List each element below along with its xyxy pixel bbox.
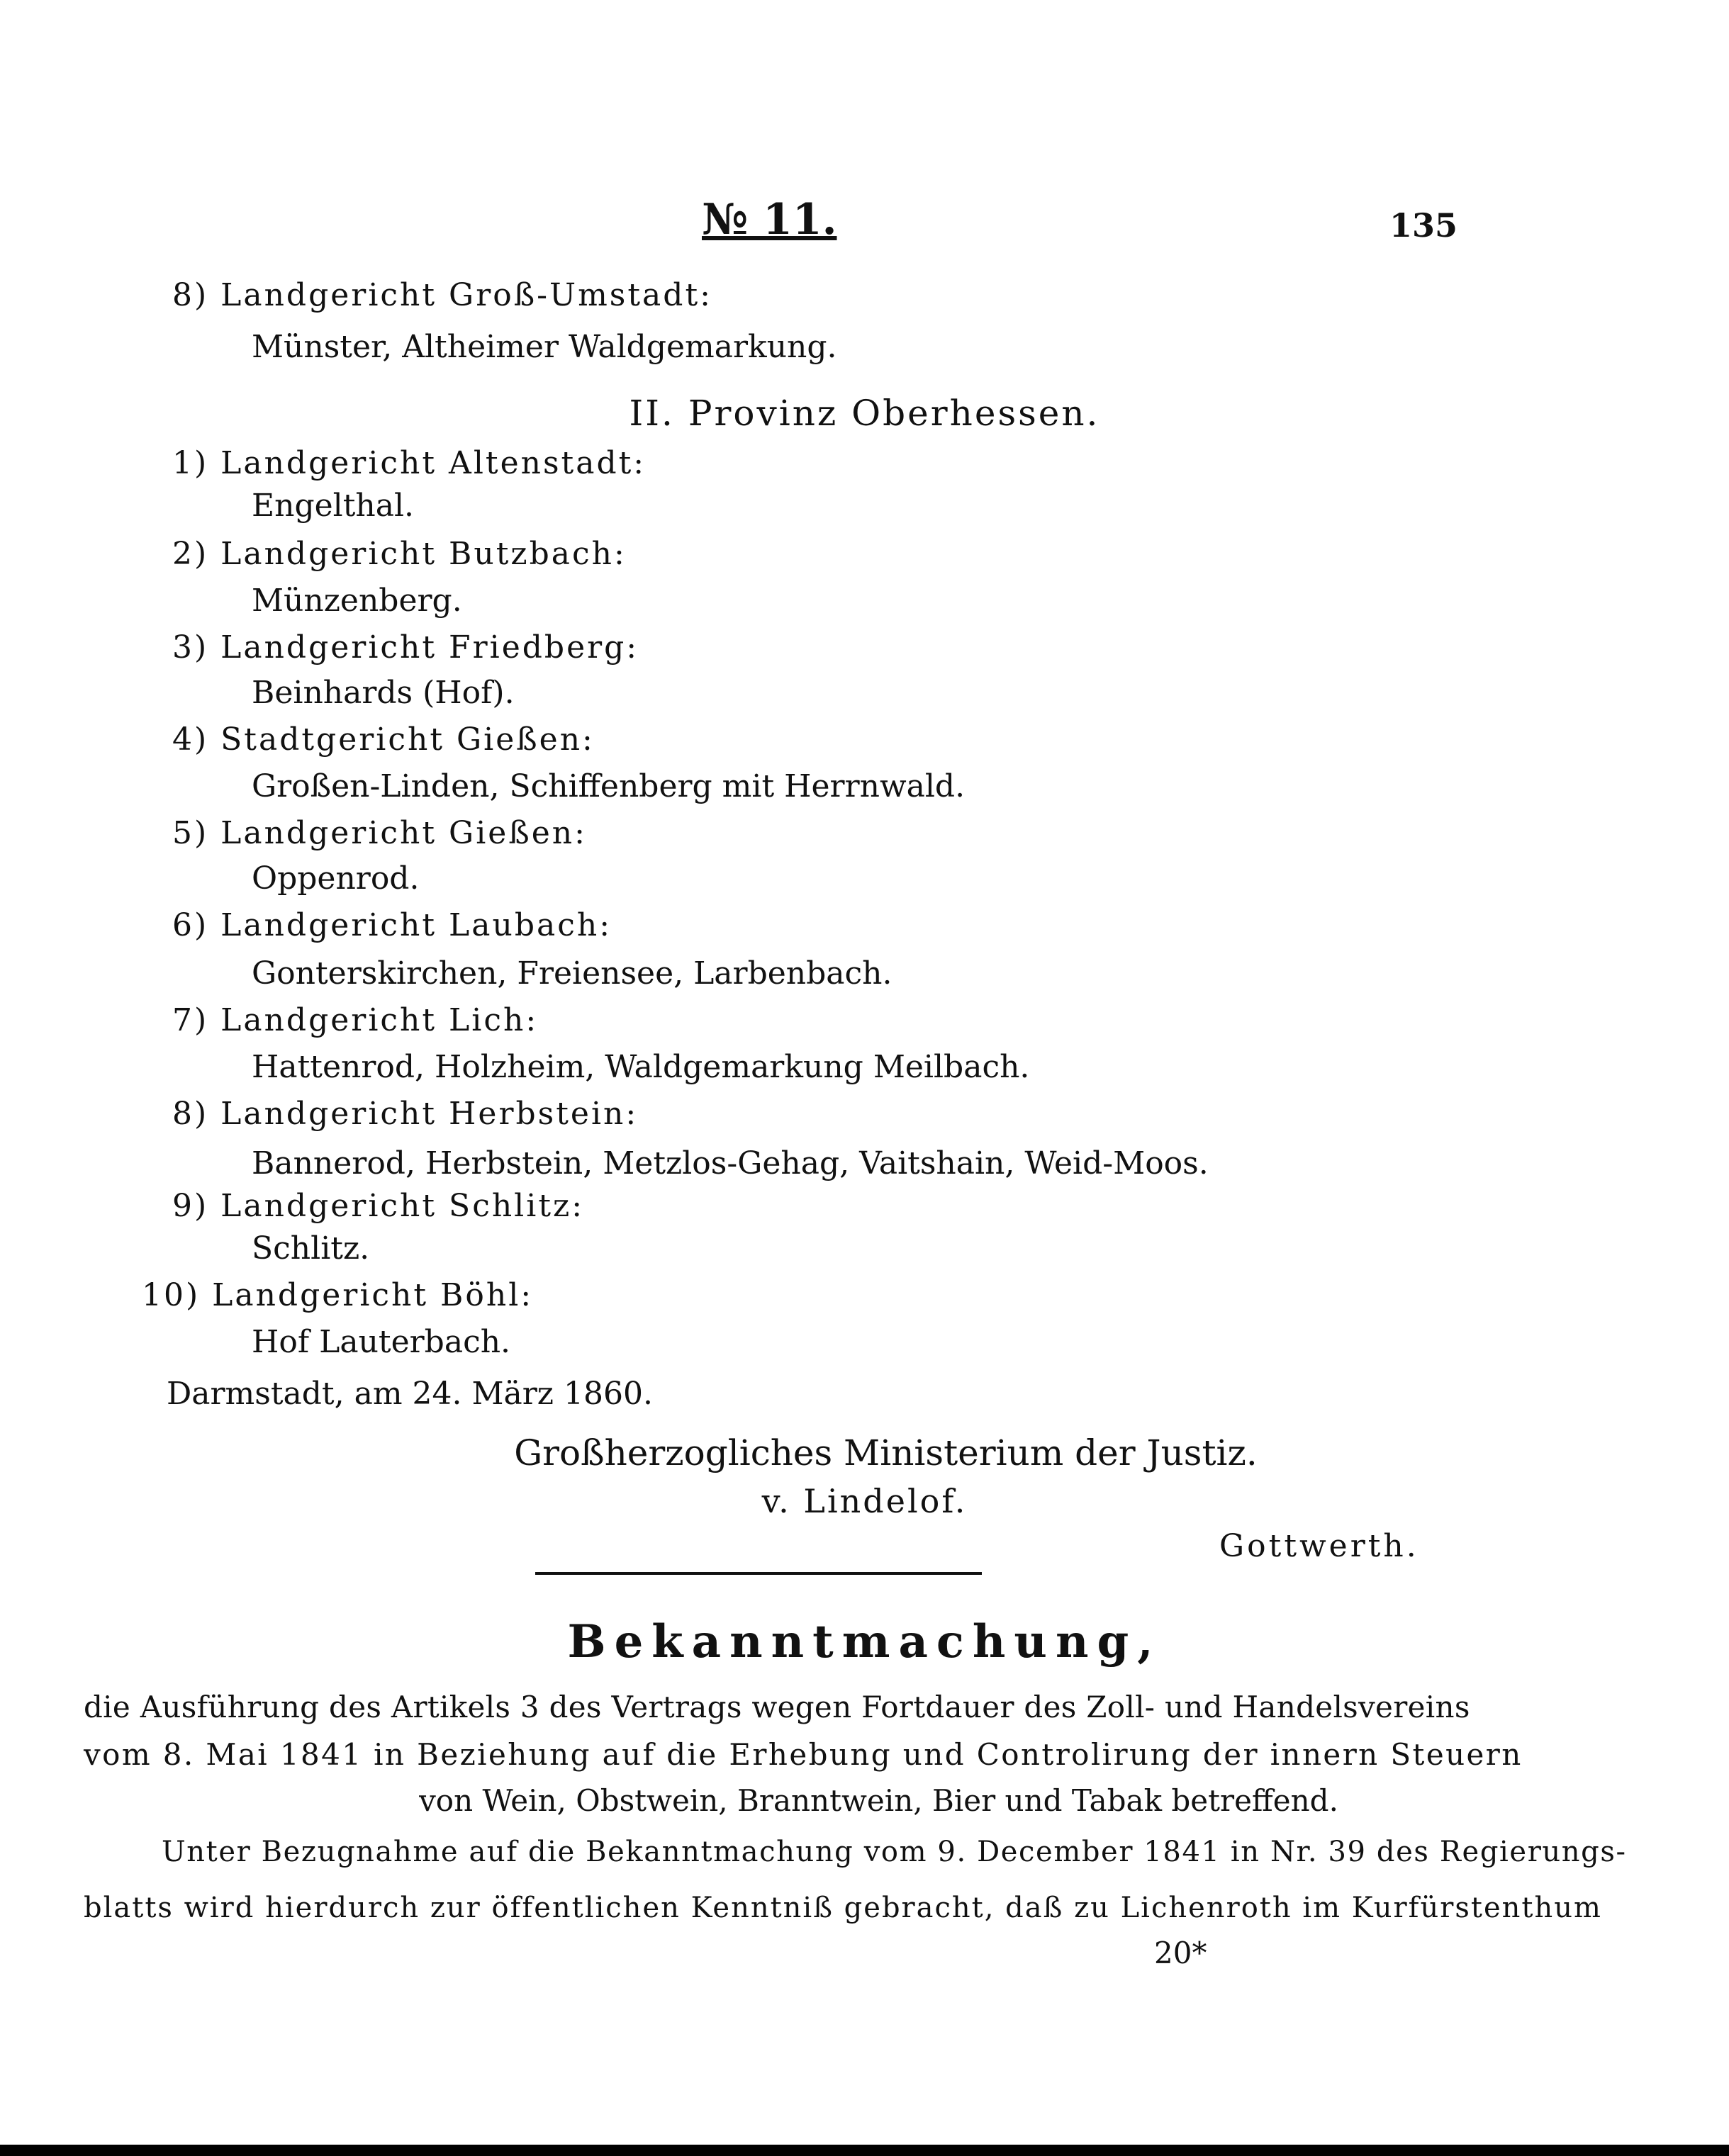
signature-mark: 20* — [1154, 1936, 1207, 1970]
court-heading: 10) Landgericht Böhl: — [142, 1277, 534, 1313]
announcement-subtitle: die Ausführung des Artikels 3 des Vertrags wegen Fortdauer des Zoll- und Handelsvereins — [84, 1690, 1470, 1724]
divider — [535, 1572, 982, 1575]
ministry: Großherzogliches Ministerium der Justiz. — [514, 1432, 1258, 1473]
court-places: Gonterskirchen, Freiensee, Larbenbach. — [252, 955, 893, 992]
minister: v. Lindelof. — [761, 1482, 968, 1520]
court-heading: 7) Landgericht Lich: — [172, 1002, 539, 1038]
court-places: Bannerod, Herbstein, Metzlos-Gehag, Vaitshain, Weid-Moos. — [252, 1145, 1209, 1181]
court-places: Engelthal. — [252, 488, 415, 524]
announcement-subtitle: von Wein, Obstwein, Branntwein, Bier und Tabak betreffend. — [419, 1783, 1338, 1818]
issue-number: № 11. — [702, 195, 837, 245]
page-number: 135 — [1389, 206, 1458, 245]
court-places: Oppenrod. — [252, 860, 420, 897]
countersign: Gottwerth. — [1219, 1528, 1419, 1564]
court-places: Beinhards (Hof). — [252, 675, 515, 711]
section-title: II. Provinz Oberhessen. — [629, 393, 1100, 434]
announcement-title: Bekanntmachung, — [567, 1615, 1162, 1668]
court-places: Münzenberg. — [252, 583, 462, 619]
announcement-subtitle: vom 8. Mai 1841 in Beziehung auf die Erhebung und Controlirung der innern Steuern — [84, 1737, 1523, 1772]
court-heading: 4) Stadtgericht Gießen: — [172, 722, 595, 758]
body-text: Unter Bezugnahme auf die Bekanntmachung vom 9. December 1841 in Nr. 39 des Regierungs- — [162, 1836, 1627, 1868]
body-text: blatts wird hierdurch zur öffentlichen Kenntniß gebracht, daß zu Lichenroth im Kurfürstenthum — [84, 1892, 1602, 1924]
court-heading: 2) Landgericht Butzbach: — [172, 536, 627, 572]
court-places: Münster, Altheimer Waldgemarkung. — [252, 329, 837, 365]
court-heading: 8) Landgericht Herbstein: — [172, 1096, 639, 1132]
court-heading: 6) Landgericht Laubach: — [172, 907, 612, 943]
court-heading: 1) Landgericht Altenstadt: — [172, 445, 647, 481]
court-places: Hattenrod, Holzheim, Waldgemarkung Meilbach. — [252, 1049, 1030, 1085]
court-heading: 9) Landgericht Schlitz: — [172, 1188, 585, 1224]
place-date: Darmstadt, am 24. März 1860. — [167, 1376, 653, 1412]
court-places: Schlitz. — [252, 1230, 370, 1267]
court-places: Hof Lauterbach. — [252, 1324, 511, 1360]
scan-border — [0, 2145, 1729, 2156]
court-places: Großen-Linden, Schiffenberg mit Herrnwald. — [252, 768, 966, 804]
court-heading: 5) Landgericht Gießen: — [172, 815, 587, 851]
court-heading: 3) Landgericht Friedberg: — [172, 629, 639, 666]
court-heading: 8) Landgericht Groß-Umstadt: — [172, 277, 712, 313]
